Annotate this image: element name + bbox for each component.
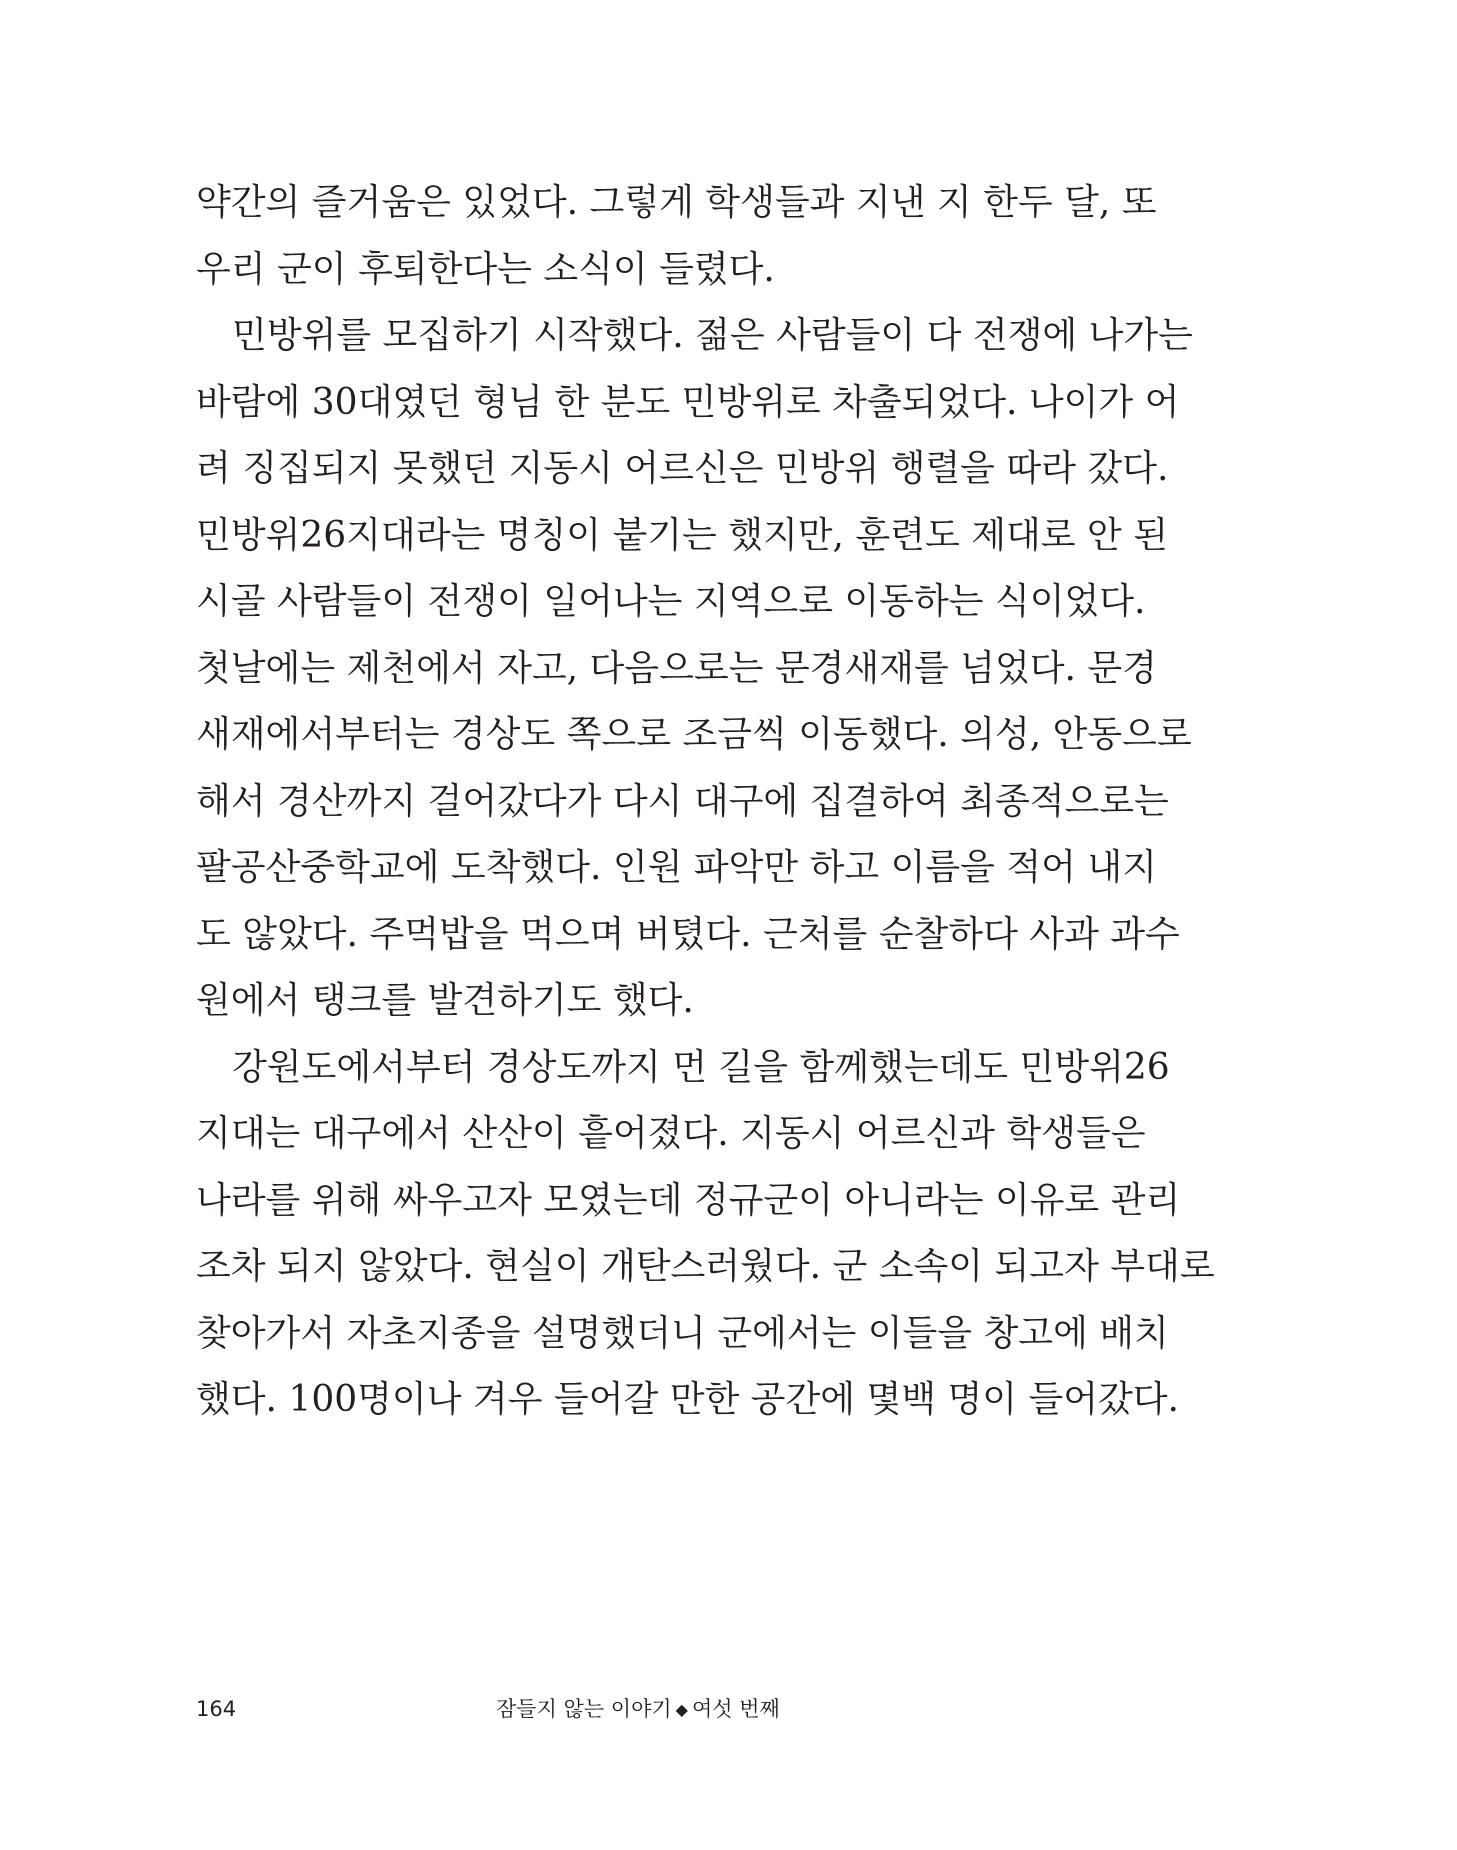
text-line: 했다. 100명이나 겨우 들어갈 만한 공간에 몇백 명이 들어갔다. bbox=[196, 1379, 1179, 1420]
text-line: 팔공산중학교에 도착했다. 인원 파악만 하고 이름을 적어 내지 bbox=[196, 847, 1157, 888]
text-line: 새재에서부터는 경상도 쪽으로 조금씩 이동했다. 의성, 안동으로 bbox=[196, 714, 1192, 755]
text-line: 약간의 즐거움은 있었다. 그렇게 학생들과 지낸 지 한두 달, 또 bbox=[196, 182, 1157, 223]
text-line: 시골 사람들이 전쟁이 일어나는 지역으로 이동하는 식이었다. bbox=[196, 581, 1146, 622]
text-line: 찾아가서 자초지종을 설명했더니 군에서는 이들을 창고에 배치 bbox=[196, 1312, 1169, 1354]
text-line: 원에서 탱크를 발견하기도 했다. bbox=[196, 980, 694, 1021]
text-line: 나라를 위해 싸우고자 모였는데 정규군이 아니라는 이유로 관리 bbox=[196, 1179, 1181, 1221]
text-line: 도 않았다. 주먹밥을 먹으며 버텼다. 근처를 순찰하다 사과 과수 bbox=[196, 913, 1180, 955]
text-line: 민방위를 모집하기 시작했다. 젊은 사람들이 다 전쟁에 나가는 bbox=[232, 315, 1193, 356]
text-line: 해서 경산까지 걸어갔다가 다시 대구에 집결하여 최종적으로는 bbox=[196, 780, 1169, 822]
running-title bbox=[496, 1694, 780, 1724]
text-line: 려 징집되지 못했던 지동시 어르신은 민방위 행렬을 따라 갔다. bbox=[196, 448, 1169, 489]
text-line: 바람에 30대였던 형님 한 분도 민방위로 차출되었다. 나이가 어 bbox=[196, 381, 1180, 423]
body-text bbox=[196, 170, 1215, 1434]
diamond-separator-icon: ◆ bbox=[675, 1700, 688, 1719]
book-title: 잠들지 않는 이야기 bbox=[496, 1697, 672, 1721]
page-number: 164 bbox=[196, 1697, 237, 1721]
volume-label: 여섯 번째 bbox=[691, 1697, 780, 1721]
text-line: 조차 되지 않았다. 현실이 개탄스러웠다. 군 소속이 되고자 부대로 bbox=[196, 1246, 1215, 1287]
text-line: 첫날에는 제천에서 자고, 다음으로는 문경새재를 넘었다. 문경 bbox=[196, 647, 1157, 689]
text-line: 우리 군이 후퇴한다는 소식이 들렸다. bbox=[196, 248, 775, 290]
text-line: 지대는 대구에서 산산이 흩어졌다. 지동시 어르신과 학생들은 bbox=[196, 1113, 1146, 1154]
text-line: 강원도에서부터 경상도까지 먼 길을 함께했는데도 민방위26 bbox=[232, 1046, 1170, 1088]
text-line: 민방위26지대라는 명칭이 붙기는 했지만, 훈련도 제대로 안 된 bbox=[196, 514, 1168, 556]
